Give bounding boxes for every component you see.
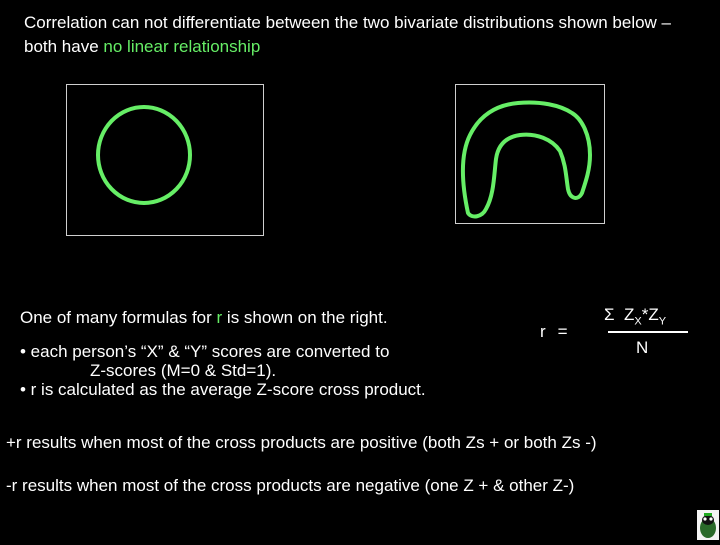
- mascot-logo-icon: [697, 510, 719, 540]
- formula-intro-after: is shown on the right.: [222, 308, 388, 327]
- formula-numerator: [604, 305, 666, 327]
- negative-r-explanation: -r results when most of the cross products are negative (one Z + & other Z-): [6, 476, 575, 495]
- formula-sigma: Σ: [604, 305, 615, 324]
- inverted-u-plot-svg: [456, 85, 604, 223]
- formula-zy-sub: Y: [658, 315, 667, 328]
- circle-plot-svg: [67, 85, 263, 235]
- bullet-average: • r is calculated as the average Z-score cross product.: [20, 380, 426, 399]
- formula-intro: [20, 308, 388, 328]
- title-main-text: Correlation can not differentiate between the two bivariate distributions shown below – both have: [24, 13, 672, 56]
- formula-intro-before: One of many formulas for: [20, 308, 217, 327]
- inverted-u-shape: [463, 102, 590, 216]
- bullet-zscores-line2: Z-scores (M=0 & Std=1).: [90, 361, 277, 380]
- positive-r-explanation: +r results when most of the cross products are positive (both Zs + or both Zs -): [6, 433, 597, 452]
- fraction-line: [608, 331, 688, 333]
- formula-zx-sub: X: [634, 315, 642, 328]
- formula-lhs: [540, 322, 568, 342]
- formula-intro-r: r: [216, 308, 223, 327]
- slide-title: [24, 11, 704, 59]
- formula-equals: =: [557, 322, 568, 341]
- formula-zy: Z: [648, 305, 659, 324]
- bullet-zscores-line1: • each person’s “X” & “Y” scores are converted to: [20, 342, 390, 361]
- title-highlight-text: no linear relationship: [103, 37, 261, 56]
- formula-times: *: [641, 305, 649, 324]
- bullet-zscores: [20, 342, 389, 380]
- circle-shape: [98, 107, 190, 203]
- formula-denominator: N: [636, 338, 649, 357]
- formula-r: r: [540, 322, 546, 341]
- formula-zx: Z: [623, 305, 635, 324]
- circle-plot: [66, 84, 264, 236]
- inverted-u-plot: [455, 84, 605, 224]
